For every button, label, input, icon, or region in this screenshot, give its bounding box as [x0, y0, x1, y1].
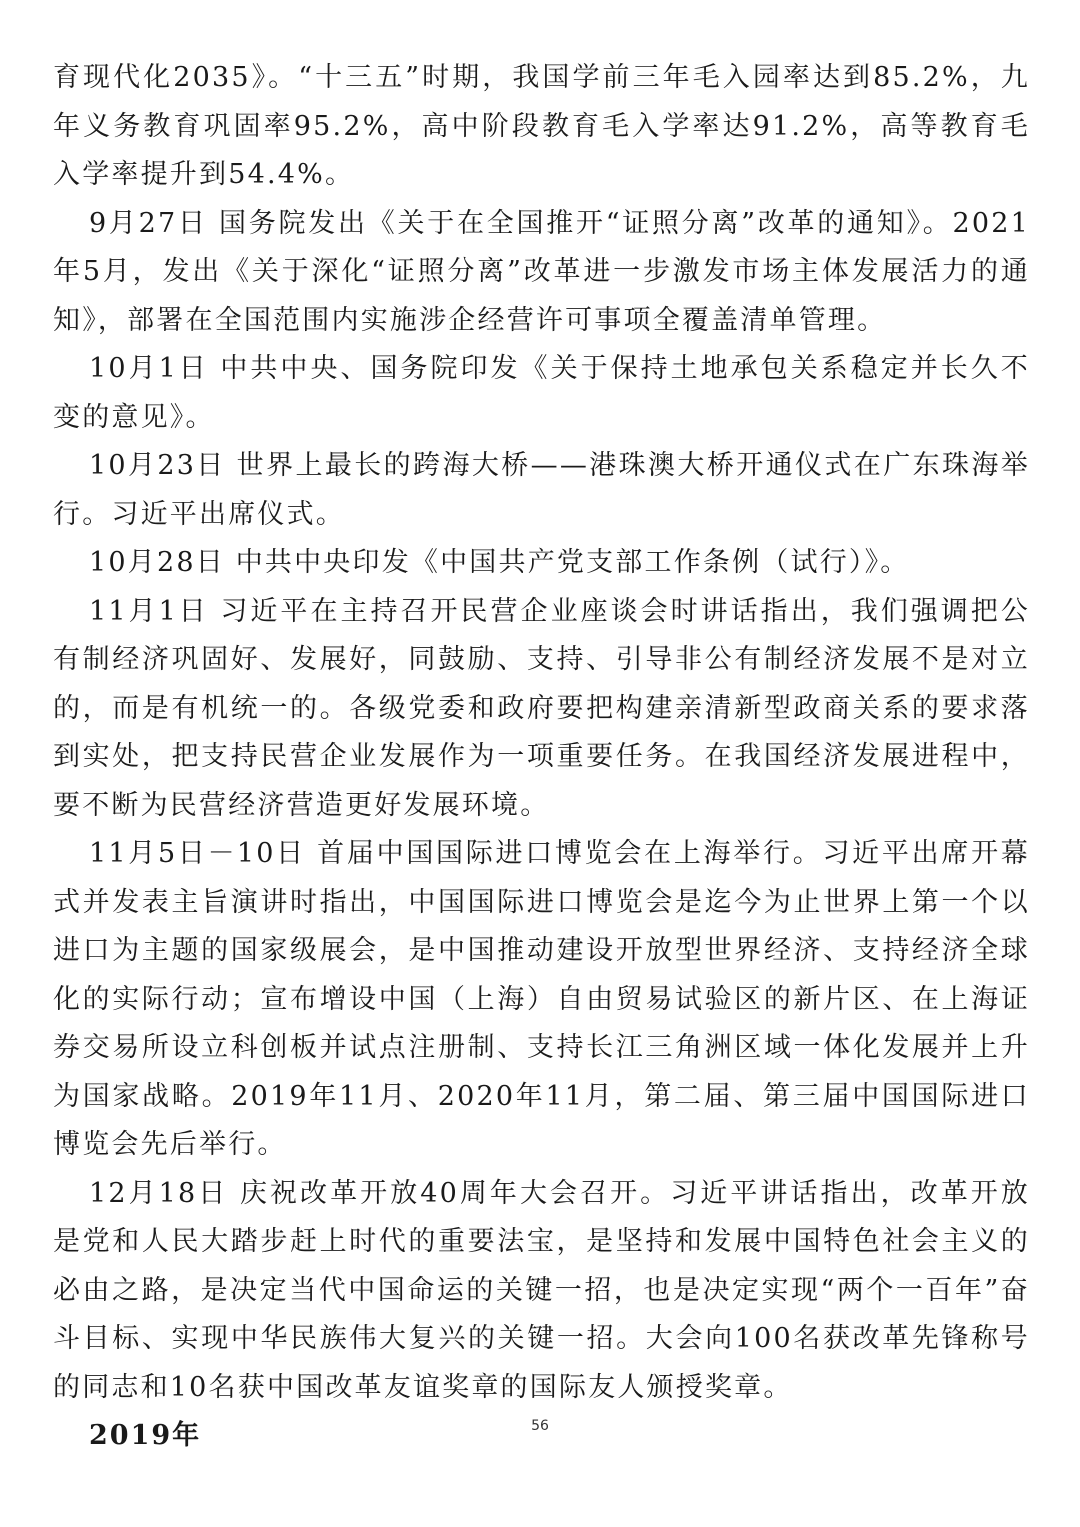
- paragraph-entry: 10月1日 中共中央、国务院印发《关于保持土地承包关系稳定并长久不变的意见》。: [53, 353, 1030, 433]
- paragraph-continuation: 育现代化2035》。“十三五”时期，我国学前三年毛入园率达到85.2%，九年义务教育巩固率95.2%，高中阶段教育毛入学率达91.2%，高等教育毛入学率提升到54.4%。: [53, 62, 1030, 190]
- paragraph-entry: 10月23日 世界上最长的跨海大桥——港珠澳大桥开通仪式在广东珠海举行。习近平出席仪式。: [53, 450, 1030, 530]
- paragraph-entry: 12月18日 庆祝改革开放40周年大会召开。习近平讲话指出，改革开放是党和人民大踏步赶上时代的重要法宝，是坚持和发展中国特色社会主义的必由之路，是决定当代中国命运的关键一招，也是决定实现“两个一百年”奋斗目标、实现中华民族伟大复兴的关键一招。大会向100名获改革先锋称号的同志和10名获中国改革友谊奖章的国际友人颁授奖章。: [53, 1177, 1030, 1403]
- paragraph-entry: 10月28日 中共中央印发《中国共产党支部工作条例（试行）》。: [89, 547, 910, 578]
- page-number: 56: [531, 1418, 549, 1434]
- paragraph-entry: 11月1日 习近平在主持召开民营企业座谈会时讲话指出，我们强调把公有制经济巩固好、发展好，同鼓励、支持、引导非公有制经济发展不是对立的，而是有机统一的。各级党委和政府要把构建亲清新型政商关系的要求落到实处，把支持民营企业发展作为一项重要任务。在我国经济发展进程中，要不断为民营经济营造更好发展环境。: [53, 595, 1030, 821]
- document-body: [53, 54, 1030, 1461]
- year-heading: 2019年: [89, 1420, 202, 1451]
- paragraph-entry: 11月5日－10日 首届中国国际进口博览会在上海举行。习近平出席开幕式并发表主旨演讲时指出，中国国际进口博览会是迄今为止世界上第一个以进口为主题的国家级展会，是中国推动建设开放型世界经济、支持经济全球化的实际行动；宣布增设中国（上海）自由贸易试验区的新片区、在上海证券交易所设立科创板并试点注册制、支持长江三角洲区域一体化发展并上升为国家战略。2019年11月、2020年11月，第二届、第三届中国国际进口博览会先后举行。: [53, 838, 1030, 1160]
- paragraph-entry: 9月27日 国务院发出《关于在全国推开“证照分离”改革的通知》。2021年5月，发出《关于深化“证照分离”改革进一步激发市场主体发展活力的通知》，部署在全国范围内实施涉企经营许可事项全覆盖清单管理。: [53, 207, 1030, 336]
